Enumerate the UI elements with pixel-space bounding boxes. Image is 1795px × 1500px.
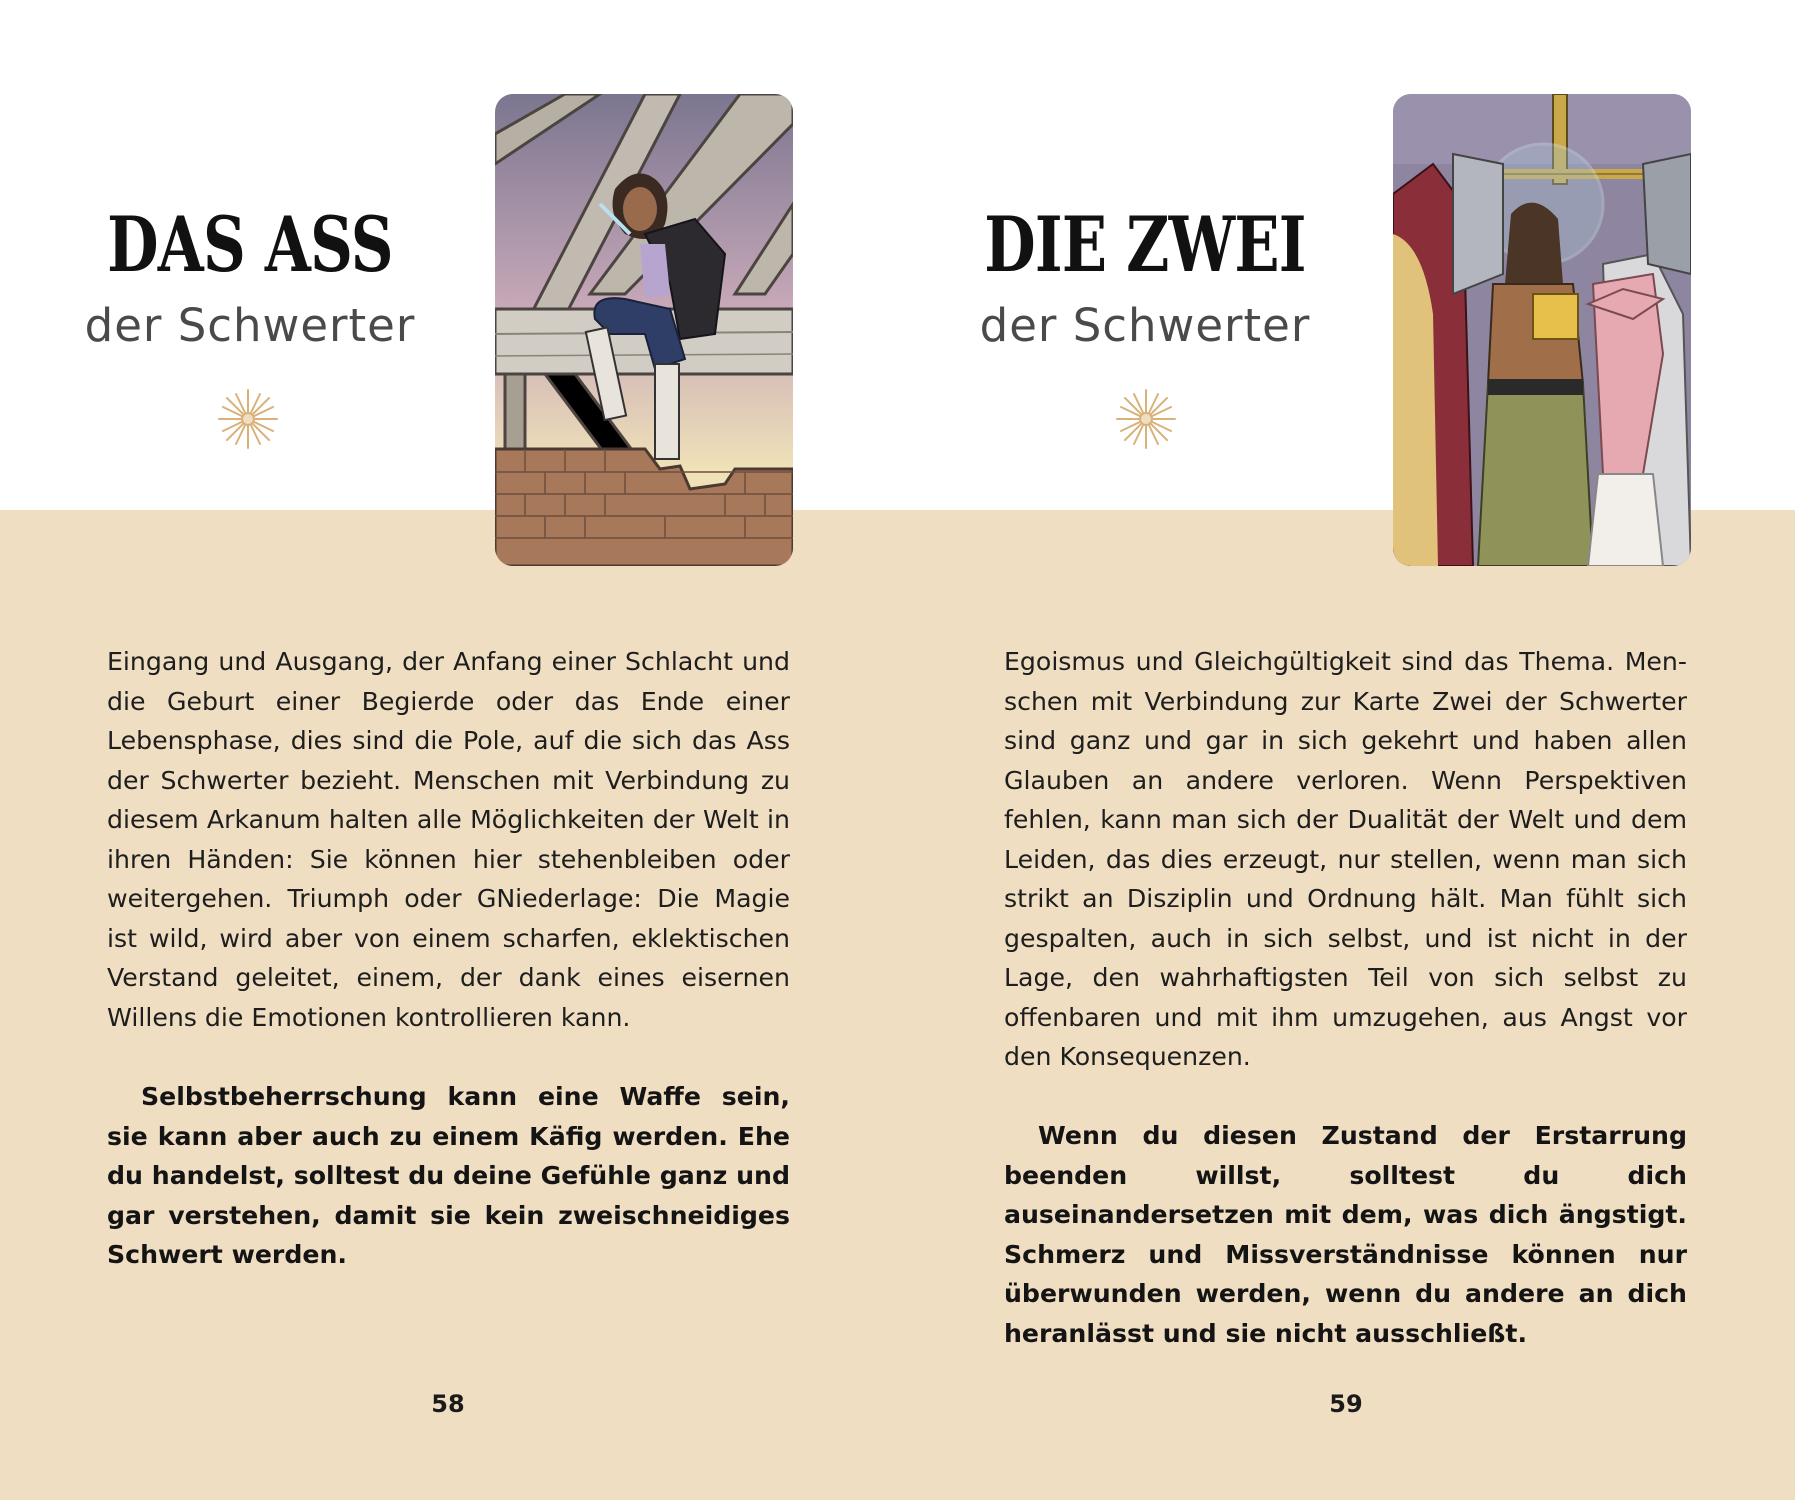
card-subtitle: der Schwerter [84,299,416,352]
star-ornament-icon [217,388,279,450]
card-title: DAS ASS [107,200,393,289]
left-page [0,0,897,1500]
card-description: Eingang und Ausgang, der Anfang einer Schlacht und die Geburt einer Begierde oder das Ende einer Lebensphase, dies sind die Pole, auf die sich das Ass der Schwerter bezieht. Menschen mit Verbindung zu diesem Arkanum halten alle Möglichkeiten der Welt in ihren Händen: Sie können hier stehenbleiben oder weitergehen. Triumph oder GNiederlage: Die Magie ist wild, wird aber von einem scharfen, eklektischen Verstand geleitet, einem, der dank eines eisernen Willens die Emotionen kontrollieren kann. [107,647,790,1032]
right-page [898,0,1795,1500]
card-title: DIE ZWEI [984,200,1306,289]
two-of-swords-illustration-icon [1393,94,1691,566]
ace-of-swords-illustration-icon [495,94,793,566]
card-advice: Wenn du diesen Zustand der Erstarrung beenden willst, solltest du dich auseinandersetzen mit dem, was dich ängstigt. Schmerz und Missverständnisse können nur überwunden werden, wenn du andere an dich heranlässt und sie nicht ausschließt. [1004,1121,1687,1348]
page-number: 59 [1329,1390,1363,1418]
star-ornament-icon [1115,388,1177,450]
card-description: Egoismus und Gleichgültigkeit sind das Thema. Menschen mit Verbindung zur Karte Zwei der Schwerter sind ganz und gar in sich gekehrt und haben allen Glauben an andere verloren. Wenn Perspektiven fehlen, kann man sich der Dualität der Welt und dem Leiden, das dies erzeugt, nur stellen, wenn man sich strikt an Disziplin und Ordnung hält. Man fühlt sich gespalten, auch in sich selbst, und ist nicht in der Lage, den wahrhaftigsten Teil von sich selbst zu offenbaren und mit ihm umzugehen, aus Angst vor den Konsequenzen. [1004,647,1687,1071]
page-number: 58 [431,1390,465,1418]
two-of-swords-card-image [1393,94,1691,566]
card-subtitle: der Schwerter [979,299,1311,352]
card-advice: Selbstbeherrschung kann eine Waffe sein, sie kann aber auch zu einem Käfig werden. Ehe du handelst, solltest du deine Gefühle ganz und gar verstehen, damit sie kein zweischneidiges Schwert werden. [107,1082,790,1269]
ace-of-swords-card-image [495,94,793,566]
